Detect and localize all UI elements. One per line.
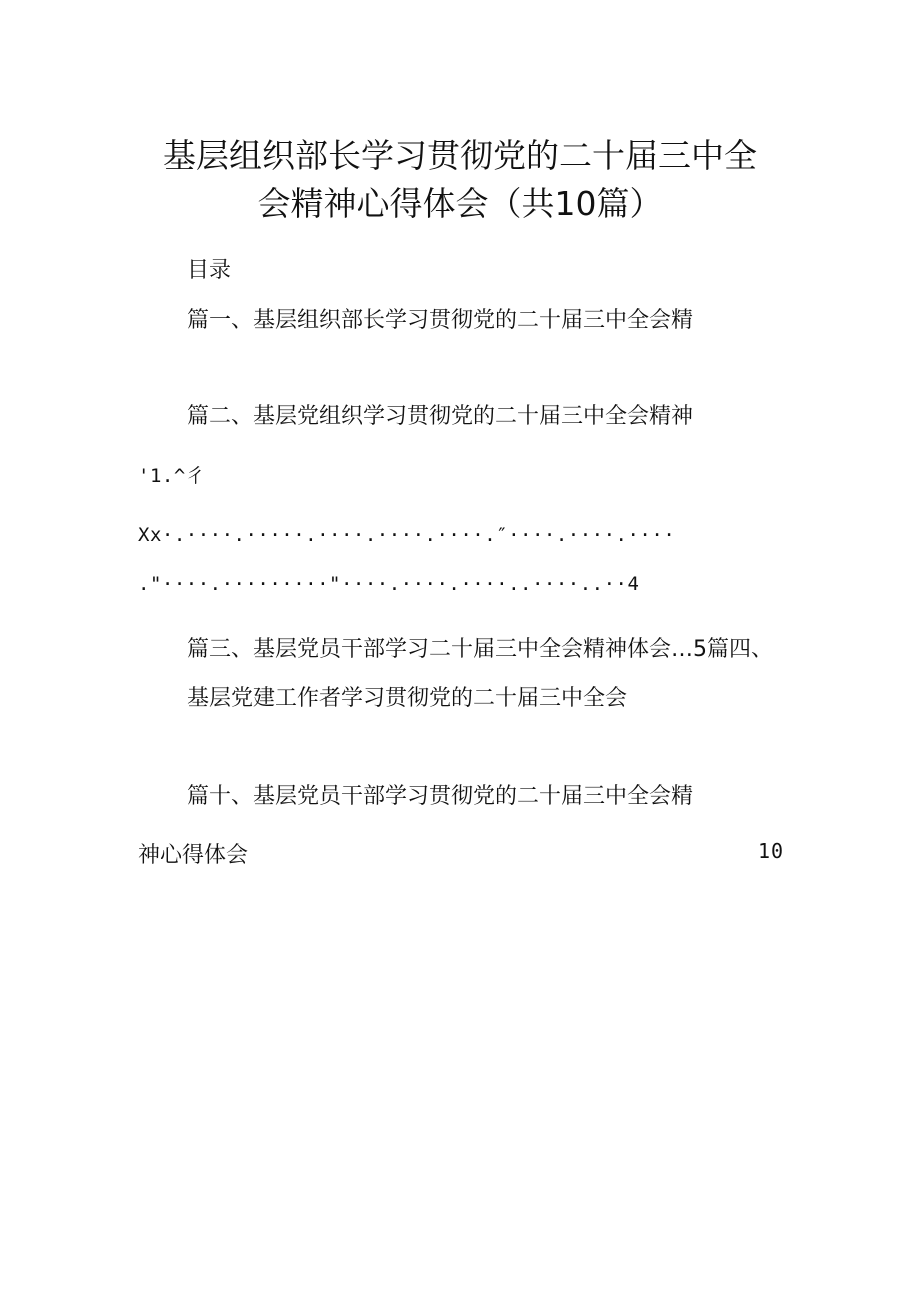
toc-entry-10-continuation: 神心得体会 [138, 843, 249, 868]
toc-entry-10: 篇十、基层党员干部学习贯彻党的二十届三中全会精 [187, 784, 694, 809]
document-title-line-2: 会精神心得体会（共10篇） [257, 184, 663, 223]
toc-entry-1: 篇一、基层组织部长学习贯彻党的二十届三中全会精 [187, 308, 694, 333]
toc-entry-2-leader-dots-end: ."····.·········"····.····.····..····..··4 [138, 573, 640, 595]
toc-entry-4: 基层党建工作者学习贯彻党的二十届三中全会 [187, 686, 628, 711]
toc-entry-3: 篇三、基层党员干部学习二十届三中全会精神体会…5篇四、 [187, 637, 773, 662]
toc-entry-2-leader-dots: Xx·.····.·····.····.····.····.″····.····.···· [138, 524, 676, 546]
toc-entry-2: 篇二、基层党组织学习贯彻党的二十届三中全会精神 [187, 404, 694, 429]
document-title-line-1: 基层组织部长学习贯彻党的二十届三中全 [163, 136, 757, 175]
toc-heading: 目录 [187, 258, 232, 283]
toc-entry-10-page-number: 10 [758, 839, 785, 863]
toc-entry-2-subline-1: '1.^彳 [138, 465, 206, 487]
